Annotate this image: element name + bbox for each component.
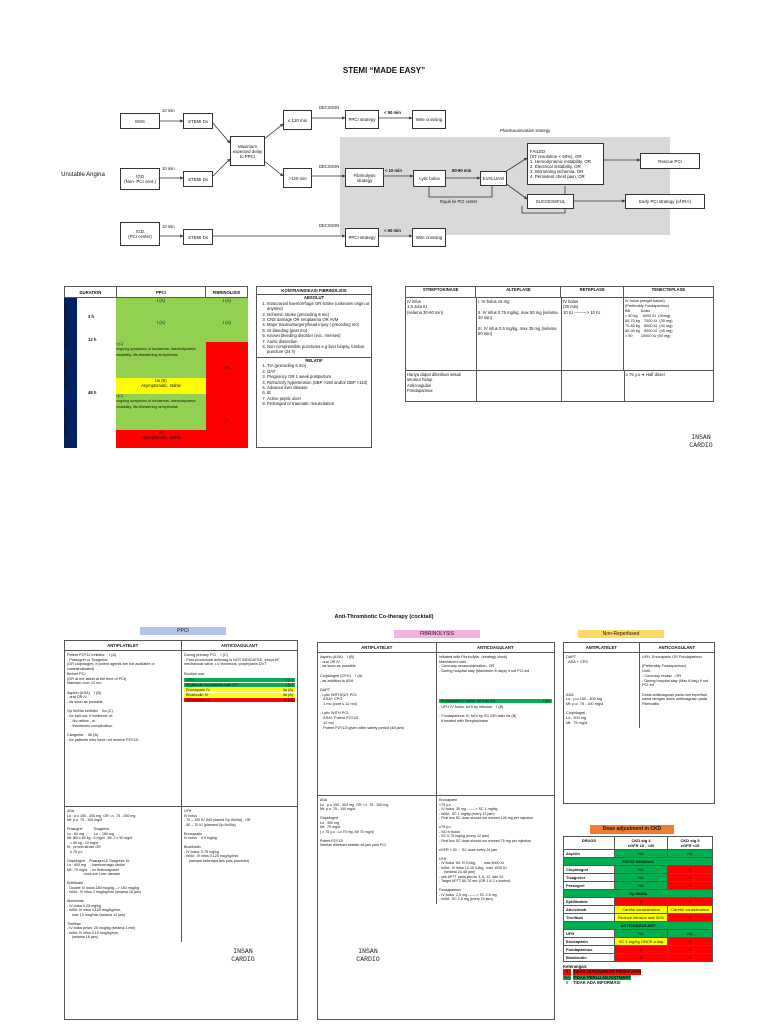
recommendation-drug: Enoxaparin IV [186,687,210,692]
ckd-drug: Eptifibatide [564,898,615,906]
table-row [564,874,713,882]
recommendation-class: IIa (A) [282,687,293,692]
ckd-drug: Aspirin [564,850,615,858]
ckd-header: CKD stg 5 eGFR <15 [668,837,713,850]
ppci-cell: I (A) [116,298,206,320]
ckd-cell: X [668,954,713,962]
early-phase-label: EARLY PHASE OF STEMI [64,302,68,346]
ckd-cell: X [615,946,668,954]
maximum-delay-box: Maximum expected delay to PPCI [230,136,265,166]
ppci-cell: I (A) [116,320,206,342]
recommendation-class: III (B) [283,697,293,702]
recommendation-class: I (C) [285,677,293,682]
ckd-cell: X [615,954,668,962]
kontraindikasi-title: KONTRAINDIKASI FIBRINOLISIS [257,287,371,295]
ppci-header: PPCI [116,287,205,297]
table-row [564,858,713,866]
ckd-drug: Abciximab [564,906,615,914]
ckd-drug: Tirofiban [564,914,615,922]
fib-anticoag-dose: Enoxaparin <75 y.o - IV bolus 30 mg -------> SC 1 mg/kg - follId: SC 1 mg/kg (every 12 jam) - First two SC dose should not exceed 100 mg per injection ≥75 y.o - NO iv bolus - SC 0,75 mg/kg (every 12 jam) - First two SC dose should not exceed 75 mg per injection eGFR < 30 - SC dose every 24 jam UFH - IV bolus 60-70 IU/kg, max 5000 IU - follId: IV infus 12-15 IU/kg, max 1000 IU (selama 24-48 jam) - cek APTT pada jam ke 3, 6, 12, dan 24 - Target APTT 50-70 sec (OR 1.5-2 x control) Fondaparinux - IV bolus 2,5 mg -------> SC 2,5 mg - follId: SC 2,5 mg (every 24 jam) [436,796,554,904]
alteplase-dose: I. IV bolus 15 mg II. IV infus 0.75 mg/kg, max 50 mg (selama 30 min) III. IV infus 0.5 mg/kg, max 35 mg (selama 60 min) [476,298,561,370]
lt60-label: < 60 min [384,228,401,233]
nonreperfused-pill: Non-Reperfused [578,630,664,638]
antiplatelet-header: ANTIPLATELET [65,641,182,650]
page2-title: Anti-Thrombotic Co-therapy (cocktail) [334,614,434,620]
delay-label: 10 min [162,166,175,171]
pharmacoinvasive-label: Pharmacoinvasive strategy [500,128,551,133]
anticoagulant-header: ANTICOAGULANT [658,645,696,650]
ckd-drug: Prasugrel [564,882,615,890]
fib-cell: III [206,394,248,448]
flow-arrows [0,0,768,260]
recommendation-bar [439,699,552,703]
ckd-cell: X [668,914,713,922]
ckd-section: Gp IIb/IIIa [564,890,713,898]
absolut-item: 2. Ischemic stroke (preceding 6 mo) [267,312,371,317]
ckd-cell: X [668,866,713,874]
lt10-label: < 10 min [385,168,402,173]
ckd-drug: Bivalirudin [564,954,615,962]
absolut-item: 4. Major trauma/surgery/head injury ( preceding mo) [267,322,371,327]
le120-box: ≤ 120 min [283,110,312,130]
ckd-legend [563,969,713,985]
ppci-cell: I (C) ongoing symptoms of ischaemia, haemodynamic instability, life-threatening arrhythmias [116,342,206,378]
mark-3h: 3 h [88,314,95,319]
streptokinase-header: STREPTOKINASE [422,287,459,292]
fibrinolisis-header: FIBRINOLISIS [205,287,247,297]
table-row [564,906,713,914]
legend-text: TIDAK PERLU ADJUSTMENT [573,974,631,980]
table-row [564,890,713,898]
ckd-cell: X [615,898,668,906]
ckd-drug: Fondaparinux [564,946,615,954]
early-pci-box: Early PCI strategy (of IRA) [625,194,705,209]
relatif-title: RELATIF [257,357,371,363]
streptokinase-dose: IV infus 1,5 Juta IU (selama 30-60 min) [407,299,444,315]
absolut-item: 1. Intracranial haemorrhage OR stroke (unknown origin at anytime) [267,301,371,312]
ckd-drug: Clopidogrel [564,866,615,874]
insan-cardio-stamp: INSAN CARDIO [689,434,713,449]
failed-box: FAILED (ST resolution < 50%), OR 1. Hemodynamic instability, OR 2. Electrical instability, OR 3. Worsening ischemia, OR 4. Persistent chest pain, OR [527,143,604,185]
recommendation-class: I (A) [542,698,550,703]
streptokinase-note: Hanya dapat diberikan sekali seumur hidup Anticoagulan Fondaparinux [407,372,461,394]
duration-header: DURATION [79,290,102,295]
igd-pci-box: IGD (PCI center) [120,222,160,246]
table-row [564,954,713,962]
ckd-cell: NA [615,930,668,938]
delay-label: 10 min [162,224,175,229]
table-row [564,866,713,874]
recommendation-bar [184,678,295,682]
ckd-header: DRUGS [564,837,615,850]
recommendation-bar [184,693,295,697]
stemi-dx-box: STEMI Dx [183,171,213,187]
absolut-item: 5. GI bleeding (past mo) [267,328,371,333]
lytic-bolus-box: Lytic bolus [413,170,446,187]
gt120-box: >120 min [283,168,312,188]
ckd-legend-title: Keterangan: [563,964,588,969]
recent-label: RECENT STEMI [64,408,68,436]
recommendation-class: I (C) [285,682,293,687]
ckd-drug: Enoxaparin [564,938,615,946]
anticoagulant-header: ANTICOAGULANT [220,643,258,648]
fib-anticoag-top: Initiated with Fibrinolytis (strategy clock) Maintained until : - Coronary revascularization, OR - During hospital stay (Maximum 8 days) if not PCI-ed [439,655,530,674]
legend-mark: X [563,969,571,974]
insan-cardio-stamp: INSAN CARDIO [231,948,255,963]
relatif-item: 8. Prolonged or traumatic resuscitation [267,401,371,406]
recommendation-drug: Bivalirudin IV [186,692,209,697]
agents-table [405,286,714,402]
ppci-strategy-box: PPCI strategy [345,228,379,247]
nr-antiplatelet: DAPT ASA + CPG ASA Lo : p.o 150 - 300 mg Mt: p.o 75 - 100 mg/d Clopidogrel Lo : 300 mg Mt: 75 mg/d [566,655,604,725]
ckd-cell: X [668,938,713,946]
ppci-anticoag-dose: UFH IV bolus - 70 – 100 IU (NO planed Gp IIb/IIIa) , OR - 50 – 70 IU (planned Gp IIb/IIIa) Enoxaparin IV bolus 0,5 mg/kg Bivalirudin - IV bolus 0,75 mg/kg - follId: IV infus 0,125 mcg/kg/min, (sampai beberapa jam post-procedur) [181,807,297,942]
ckd-table-wrap [563,836,713,986]
wire-crossing-box: Wire crossing [412,228,446,247]
fib-cell: I (A) [206,298,248,320]
ems-box: EMS [120,113,160,129]
tenecteplase-dose: IV bolus (weight based) (Preferably Fondaparinux) BB Dosis < 60 kg 6000 IU (30mg) 60-70 kg 7000 IU (35 mg) 70-80 kg 8000 IU (40 mg) 80-90 kg 9000 IU (45 mg) > 90 10000 IU (50 mg) [623,298,713,370]
relatif-list [257,363,371,406]
ckd-cell: SC 1 mg/kg ONCE a day [615,938,668,946]
nr-anticoag: UFH, Enoxaparin OR Fondaparinux (Preferably Fondaparinux) Until: - Coronary revasc , OR - During hospital stay (Max 8 day) if not PCI-ed Dosis antikoagulan pada non reperfusi sama dengan dosis antikoagulan pada Fibrinolitis [639,653,714,728]
ckd-cell: NA [668,930,713,938]
decision-label: DECISION [319,223,340,228]
absolut-title: ABSOLUT [303,295,325,301]
fib-cell: III [206,342,248,394]
fib-anticoag-mid: - UFH IV bolus, fol'd by infusion I (B) - Fondaparinux IV, fol'd by SC 24h later IIa (B) if treated with Streptokinase [439,704,517,723]
relatif-item: 2. OAT [267,369,371,374]
ckd-drug: Ticagrelor [564,874,615,882]
relatif-item: 3. Pregnancy OR 1 week postpartum [267,374,371,379]
ckd-cell: NA [668,850,713,858]
rescue-pci-box: Rescue PCI [640,153,700,169]
ckd-cell: NA [615,866,668,874]
absolut-list [257,301,371,355]
t60-90-label: 60-90 min [452,168,472,173]
ppci-cell: I (C) ongoing symptoms of ischaemia, haemodynamic instability, life-threatening arrhythmias [116,394,206,430]
table-row [564,930,713,938]
ckd-cell: NA [615,850,668,858]
ppci-antiplatelet: Potent P2Y12 inhibitor I (A) - Prasugrel or Ticagrelor (OR clopidogrel, if potent agents are not available or contraindicated) Before PCI (OR at the latest at the time of PCI) Maintain over 12 mo Aspirin (ASA) I (B) - oral OR iV - as soon as possible Gp IIb/IIIa inhibitor IIa (C) - for bail-out, if evidence of: - No-reflow , or - thrombotic complication Cangrelor IIb (A) - for patients who have not receive P2Y12i [67,653,155,742]
ppci-cell: III Asymptomatic, stable [116,430,206,448]
table-row [564,882,713,890]
ppci-cell: IIa (B) Asymptomatic, stable [116,378,206,394]
rujuk-label: Rujuk ke PCI center [440,199,478,204]
table-row [564,850,713,858]
ppci-pill: PPCI [140,627,226,635]
decision-label: DECISION [319,105,340,110]
ckd-drug: UFH [564,930,615,938]
legend-text: TIDAK ADA INFORMASI [573,980,621,986]
delay-label: 10 min [162,108,175,113]
antiplatelet-header: ANTIPLATELET [318,643,437,652]
legend-text: TIDAK DIANJURKAN PEMAKAIAN [573,969,642,975]
nonreperfused-panel [563,642,715,804]
ckd-table [563,836,713,962]
ckd-cell: NA [615,882,668,890]
lt90-label: < 90 min [384,110,401,115]
tenecteplase-note: ≥ 75 y.o ➔ Half dose! [624,371,713,401]
stemi-dx-box: STEMI Dx [183,229,213,245]
fib-anticoag-bars [439,699,552,703]
recommendation-bar [184,698,295,702]
relatif-item: 7. Active peptic ulcer [267,396,371,401]
table-row [564,922,713,930]
absolut-item: 3. CNS damage OR neoplasma OR AVM [267,317,371,322]
fibrinolysis-pill: FIBRINOLYSIS [394,630,480,638]
ckd-body [564,850,713,962]
ckd-cell: Careful consideration [615,906,668,914]
recommendation-bar [184,688,295,692]
page1-title: STEMI “MADE EASY” [342,66,426,75]
decision-label: DECISION [319,164,340,169]
evaluasi-box: EVALUASI [480,171,507,186]
ppci-anticoag-top: During primary PCI I (C) - Post procedural anticoag is NOT INDICATED, exept AF, mechanical valve, LV thrombus, porphylaxis DVT Routine use: [184,653,281,676]
antiplatelet-header: ANTIPLATELET [564,643,640,652]
table-row [564,938,713,946]
recommendation-class: IIa (A) [282,692,293,697]
tenecteplase-header: TENECTEPLASE [623,287,713,297]
ckd-cell: X [668,874,713,882]
absolut-item: 8. Non-compressible punctures e.g liver biopsy, lumbar puncture (24 h) [267,344,371,355]
relatif-item: 5. Advance liver disease [267,385,371,390]
ckd-header: CKD stg 4 eGFR 15 - <30 [615,837,668,850]
ckd-cell: Careful consideration [668,906,713,914]
fib-cell: I (A) [206,320,248,342]
fibrinolysis-strategy-box: Fibrinolysis strategy [345,168,384,187]
unstable-angina-label: Unstable Angina [61,172,105,178]
ckd-title: Dose adjustment in CKD [590,825,674,834]
ckd-cell: NA [615,874,668,882]
table-row [564,946,713,954]
ppci-strategy-box: PPCI strategy [345,110,379,129]
recommendation-drug: Bivalirudin for patients with HIT [186,682,239,687]
ckd-cell: Reduce infusion rate 50% [615,914,668,922]
duration-table [64,286,248,448]
stemi-dx-box: STEMI Dx [183,113,213,129]
legend-item [563,980,713,985]
fib-antiplatelet: Aspirin (ASA) I (B) - oral OR iV - as soon as possible Clopidogrel (CPG) I (A) - as addition to ASA DAPT - Lytic WITHOUT PCI: ASA+ CPG 1 mo (cont ≤ 12 mo) - Lytic WITH PCI: ASA+ Potent P2Y12i 12 mo Potent P2Y12i given after safety period (48 jam) [320,655,405,730]
reteplase-dose: IV bolus (30 min) 10 IU ---------> 10 IU [561,298,623,370]
ppci-antiplatelet-dose: ASA Lo : p.o 150 - 300 mg OR i.v 75 - 250 mg Mt: p.o 75 - 100 mg/d Prasugrel Ticagrelor Lo : 60 mg Lo : 180 mg Mt: BB ≥ 60 kg : 5 mg/d Mt: 2 x 90 mg/d < 60 kg : 10 mg/d KI : prmnh stroke OR ≥ 75 y.o Clopidogrel Prasugrel & Ticagrelor KI: Lo : 600 mg - haemorrhagic stroke Mt: 75 mg/d - on Anticoagulant - mod-sve Liver disease Eptifibatid - Double IV bolus 180 mcg/kg --> 180 mcg/kg - follId : IV infus 2 mcg/kg/min (selama 18 jam) Abciximab - IV bolus 0,25 mg/kg - follId: IV infus 0,125 mcg/kg/min, max 10 mcg/min (selama 12 jam) Tirofiban - IV bolus pelan: 25 mcg/kg (selama 3 min) - follId: IV infus 0,15 mcg/kg/min, (selama 18 jam) [67,809,141,939]
recommendation-bar [184,683,295,687]
ckd-cell: X [668,898,713,906]
wire-crossing-box: Wire crossing [412,110,446,129]
anticoagulant-header: ANTICOAGULANT [476,645,514,650]
legend-mark: NA [564,974,570,980]
alteplase-header: ALTEPLASE [475,287,560,297]
ckd-cell: X [668,946,713,954]
kontraindikasi-box [256,286,372,448]
recommendation-drug: Fondaparinux [186,697,210,702]
ckd-section: ANTICOAGULANT [564,922,713,930]
relatif-item: 6. IE [267,390,371,395]
evolved-label: EVOLVED STEMI [64,359,68,389]
ckd-section: P2Y12 inhibitors [564,858,713,866]
recommendation-drug: UFH [186,677,194,682]
insan-cardio-stamp: INSAN CARDIO [356,948,380,963]
ckd-cell: X [668,882,713,890]
legend-mark: X [563,980,571,985]
igd-non-pci-box: IGD (Non- PCI cent.) [120,168,160,190]
absolut-item: 6. Known bleeding disorder (exc. menses) [267,333,371,338]
fib-antiplatelet-dose: ASA Lo : p.o 150 - 300 mg OR i.v 75 - 250 mg Mt: p.o 75 - 100 mg/d Clopidogrel Lo : 300 mg Mt: 75 mg/d ( ≥ 75 y.o : Lo 75 mg, Mt 75 mg/d) Potent P2Y12i Setelah dibebani setelah 48 jam post PCI [320,798,389,847]
mark-12h: 12 h [88,337,97,342]
ppci-anticoag-bars [184,678,295,702]
reteplase-header: RETEPLASE [560,287,622,297]
relatif-item: 4. Refractory hypertension (SBP >180 and/or DBP >110) [267,380,371,385]
mark-48h: 48 h [88,390,97,395]
absolut-item: 7. Aortic dissection [267,339,371,344]
recommendation-drug: Enoxaparin IV bolus, fol'd by SC [441,698,496,703]
table-row [564,898,713,906]
table-row [564,914,713,922]
successful-box: SUCCESSFUL [527,194,574,209]
relatif-item: 1. TIA (preceding 6 mo) [267,363,371,368]
